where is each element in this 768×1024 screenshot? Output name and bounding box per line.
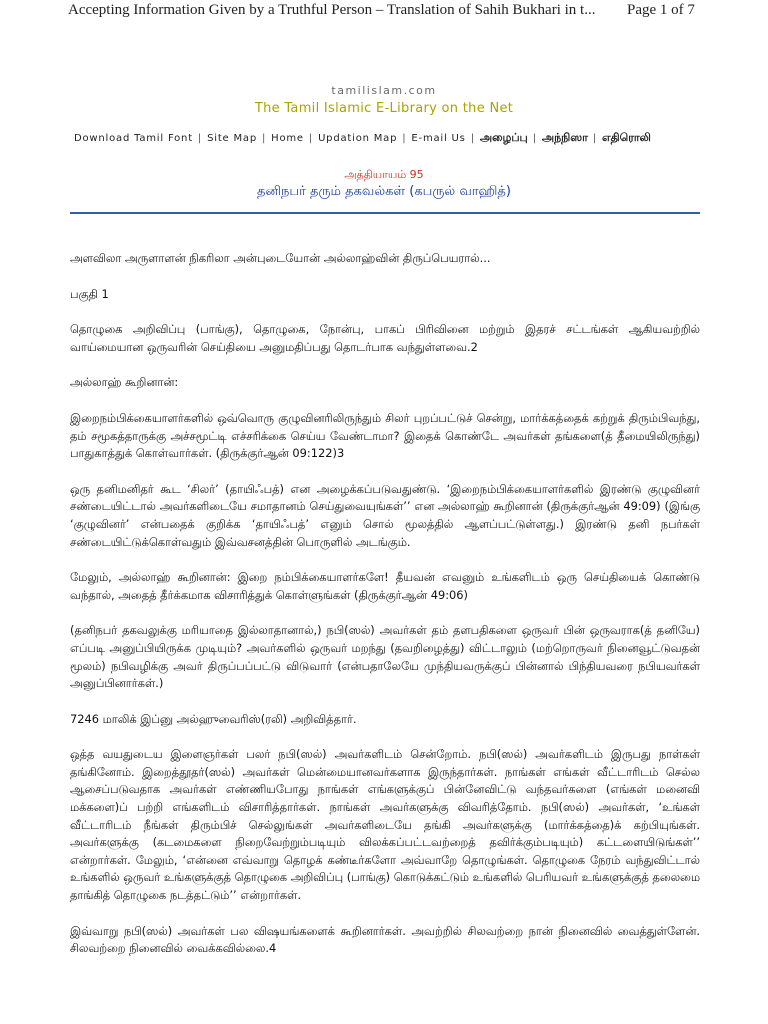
quran-verse-paragraph: இறைநம்பிக்கையாளர்களில் ஒவ்வொரு குழுவினரிலிருந்தும் சிலர் புறப்பட்டுச் சென்று, மார்க்கத்தைக் கற்றுக் திரும்பிவந்து, தம் சமூகத்தாருக்கு அச்சமூட்டி எச்சரிக்கை செய்ய வேண்டாமா? இதைக் கொண்டே அவர்கள் தங்களை(த் தீமையிலிருந்து) பாதுகாத்துக் கொள்வார்கள். (திருக்குர்ஆன் 09:122)3 bbox=[70, 410, 700, 461]
hadith-text-paragraph: ஒத்த வயதுடைய இளைஞர்கள் பலர் நபி(ஸல்) அவர்களிடம் சென்றோம். நபி(ஸல்) அவர்களிடம் இருபது நாள்கள் தங்கினோம். இறைத்தூதர்(ஸல்) அவர்கள் மென்மையானவர்களாக இருந்தார்கள். நாங்கள் எங்கள் வீட்டாரிடம் செல்ல ஆசைப்படுவதாக அவர்கள் எண்ணியபோது நாங்கள் எங்களுக்குப் பின்னேவிட்டு வந்தவர்களை (எங்கள் மனைவி மக்களை)ப் பற்றி எங்களிடம் விசாரித்தார்கள். நாங்கள் அவர்களுக்கு விவரித்தோம். நபி(ஸல்) அவர்கள், ‘உங்கள் வீட்டாரிடம் நீங்கள் திரும்பிச் செல்லுங்கள் அவர்களிடையே தங்கி அவர்களுக்கு (மார்க்கத்தை)க் கற்பியுங்கள். அவர்களுக்கு (கடமைகளை நிறைவேற்றும்படியும் விலக்கப்பட்டவற்றைத் தவிர்க்கும்படியும்) கட்டளையிடுங்கள்’’ என்றார்கள். மேலும், ‘என்னை எவ்வாறு தொழக் கண்டீர்களோ அவ்வாறே தொழுங்கள். தொழுகை நேரம் வந்துவிட்டால் உங்களில் ஒருவர் உங்களுக்குத் தொழுகை அறிவிப்பு (பாங்கு) கொடுக்கட்டும் உங்களில் பெரியவர் உங்களுக்குத் தலைமை தாங்கித் தொழுகை நடத்தட்டும்’’ என்றார்கள். bbox=[70, 747, 700, 903]
nav-bar bbox=[74, 131, 714, 146]
hadith-narrator: 7246 மாலிக் இப்னு அல்ஹுவைரிஸ்(ரலி) அறிவித்தார். bbox=[70, 711, 357, 726]
site-tagline: The Tamil Islamic E-Library on the Net bbox=[254, 101, 514, 116]
commentary-paragraph: ஒரு தனிமனிதர் கூட ‘சிலர்’ (தாயிஃபத்) என அழைக்கப்படுவதுண்டு. ‘இறைநம்பிக்கையாளர்களில் இரண்டு குழுவினர் சண்டையிட்டால் அவர்களிடையே சமாதானம் செய்துவையுங்கள்’’ என அல்லாஹ் கூறினான் (திருக்குர்ஆன் 49:09) (இங்கு ‘குழுவினர்’ என்பதைக் குறிக்க ‘தாயிஃபத்’ எனும் சொல் மூலத்தில் ஆளப்பட்டுள்ளது.) இரண்டு தனி நபர்கள் சண்டையிட்டுக்கொள்வதும் இவ்வசனத்தின் பொருளில் அடங்கும். bbox=[70, 481, 700, 549]
chapter-intro-paragraph: தொழுகை அறிவிப்பு (பாங்கு), தொழுகை, நோன்பு, பாகப் பிரிவினை மற்றும் இதரச் சட்டங்கள் ஆகியவற்றில் வாய்மையான ஒருவரின் செய்தியை அனுமதிப்பது தொடர்பாக வந்துள்ளவை.2 bbox=[70, 322, 700, 354]
commentary-paragraph: (தனிநபர் தகவலுக்கு மரியாதை இல்லாதானால்,) நபி(ஸல்) அவர்கள் தம் தளபதிகளை ஒருவர் பின் ஒருவராக(த் தனியே) எப்படி அனுப்பியிருக்க முடியும்? அவர்களில் ஒருவர் மறந்து (தவறிழைத்து) விட்டாலும் (மற்றொருவர் நினைவூட்டுவதன் மூலம்) நபிவழிக்கு அவர் திருப்பப்பட்டு விடுவார் (என்பதாலேயே முந்தியவருக்குப் பின்னால் பிந்தியவரை நபியவர்கள் அனுப்பினார்கள்.) bbox=[70, 623, 700, 691]
chapter-number: அத்தியாயம் 95 bbox=[344, 168, 424, 181]
nav-separator: | bbox=[261, 133, 267, 144]
nav-link-invitation[interactable]: அழைப்பு bbox=[479, 131, 528, 144]
nav-link-email[interactable]: E-mail Us bbox=[411, 133, 466, 144]
hadith-text-paragraph: இவ்வாறு நபி(ஸல்) அவர்கள் பல விஷயங்களைக் கூறினார்கள். அவற்றில் சிலவற்றை நான் நினைவில் வைத்துள்ளேன். சிலவற்றை நினைவில் வைக்கவில்லை.4 bbox=[70, 923, 700, 956]
quran-verse-paragraph: மேலும், அல்லாஹ் கூறினான்: இறை நம்பிக்கையாளர்களே! தீயவன் எவனும் உங்களிடம் ஒரு செய்தியைக் கொண்டு வந்தால், அதைத் தீர்க்கமாக விசாரித்துக் கொள்ளுங்கள் (திருக்குர்ஆன் 49:06) bbox=[70, 570, 700, 602]
quote-intro: அல்லாஹ் கூறினான்: bbox=[70, 375, 179, 390]
nav-link-home[interactable]: Home bbox=[271, 133, 304, 144]
nav-link-site-map[interactable]: Site Map bbox=[207, 133, 257, 144]
site-domain: tamilislam.com bbox=[331, 84, 437, 97]
section-heading: பகுதி 1 bbox=[70, 286, 109, 301]
article-body bbox=[70, 250, 700, 976]
nav-separator: | bbox=[402, 133, 407, 144]
nav-separator: | bbox=[470, 133, 475, 144]
nav-link-feedback[interactable]: எதிரொலி bbox=[602, 131, 651, 144]
print-header bbox=[0, 0, 768, 22]
nav-separator: | bbox=[592, 133, 598, 144]
page-number: Page 1 of 7 bbox=[627, 2, 695, 18]
nav-separator: | bbox=[532, 133, 537, 144]
chapter-title: தனிநபர் தரும் தகவல்கள் (கபருல் வாஹித்) bbox=[257, 184, 511, 199]
bismillah-line: அளவிலா அருளாளன் நிகரிலா அன்புடையோன் அல்லாஹ்வின் திருப்பெயரால்... bbox=[70, 251, 491, 265]
header-divider bbox=[70, 212, 700, 214]
page-header-title: Accepting Information Given by a Truthful Person – Translation of Sahih Bukhari in t... bbox=[68, 2, 596, 18]
nav-link-download-font[interactable]: Download Tamil Font bbox=[74, 133, 193, 144]
nav-separator: | bbox=[308, 133, 314, 144]
nav-separator: | bbox=[197, 133, 203, 144]
nav-link-updation-map[interactable]: Updation Map bbox=[318, 133, 398, 144]
nav-link-an-nisa[interactable]: அந்நிஸா bbox=[541, 131, 588, 144]
